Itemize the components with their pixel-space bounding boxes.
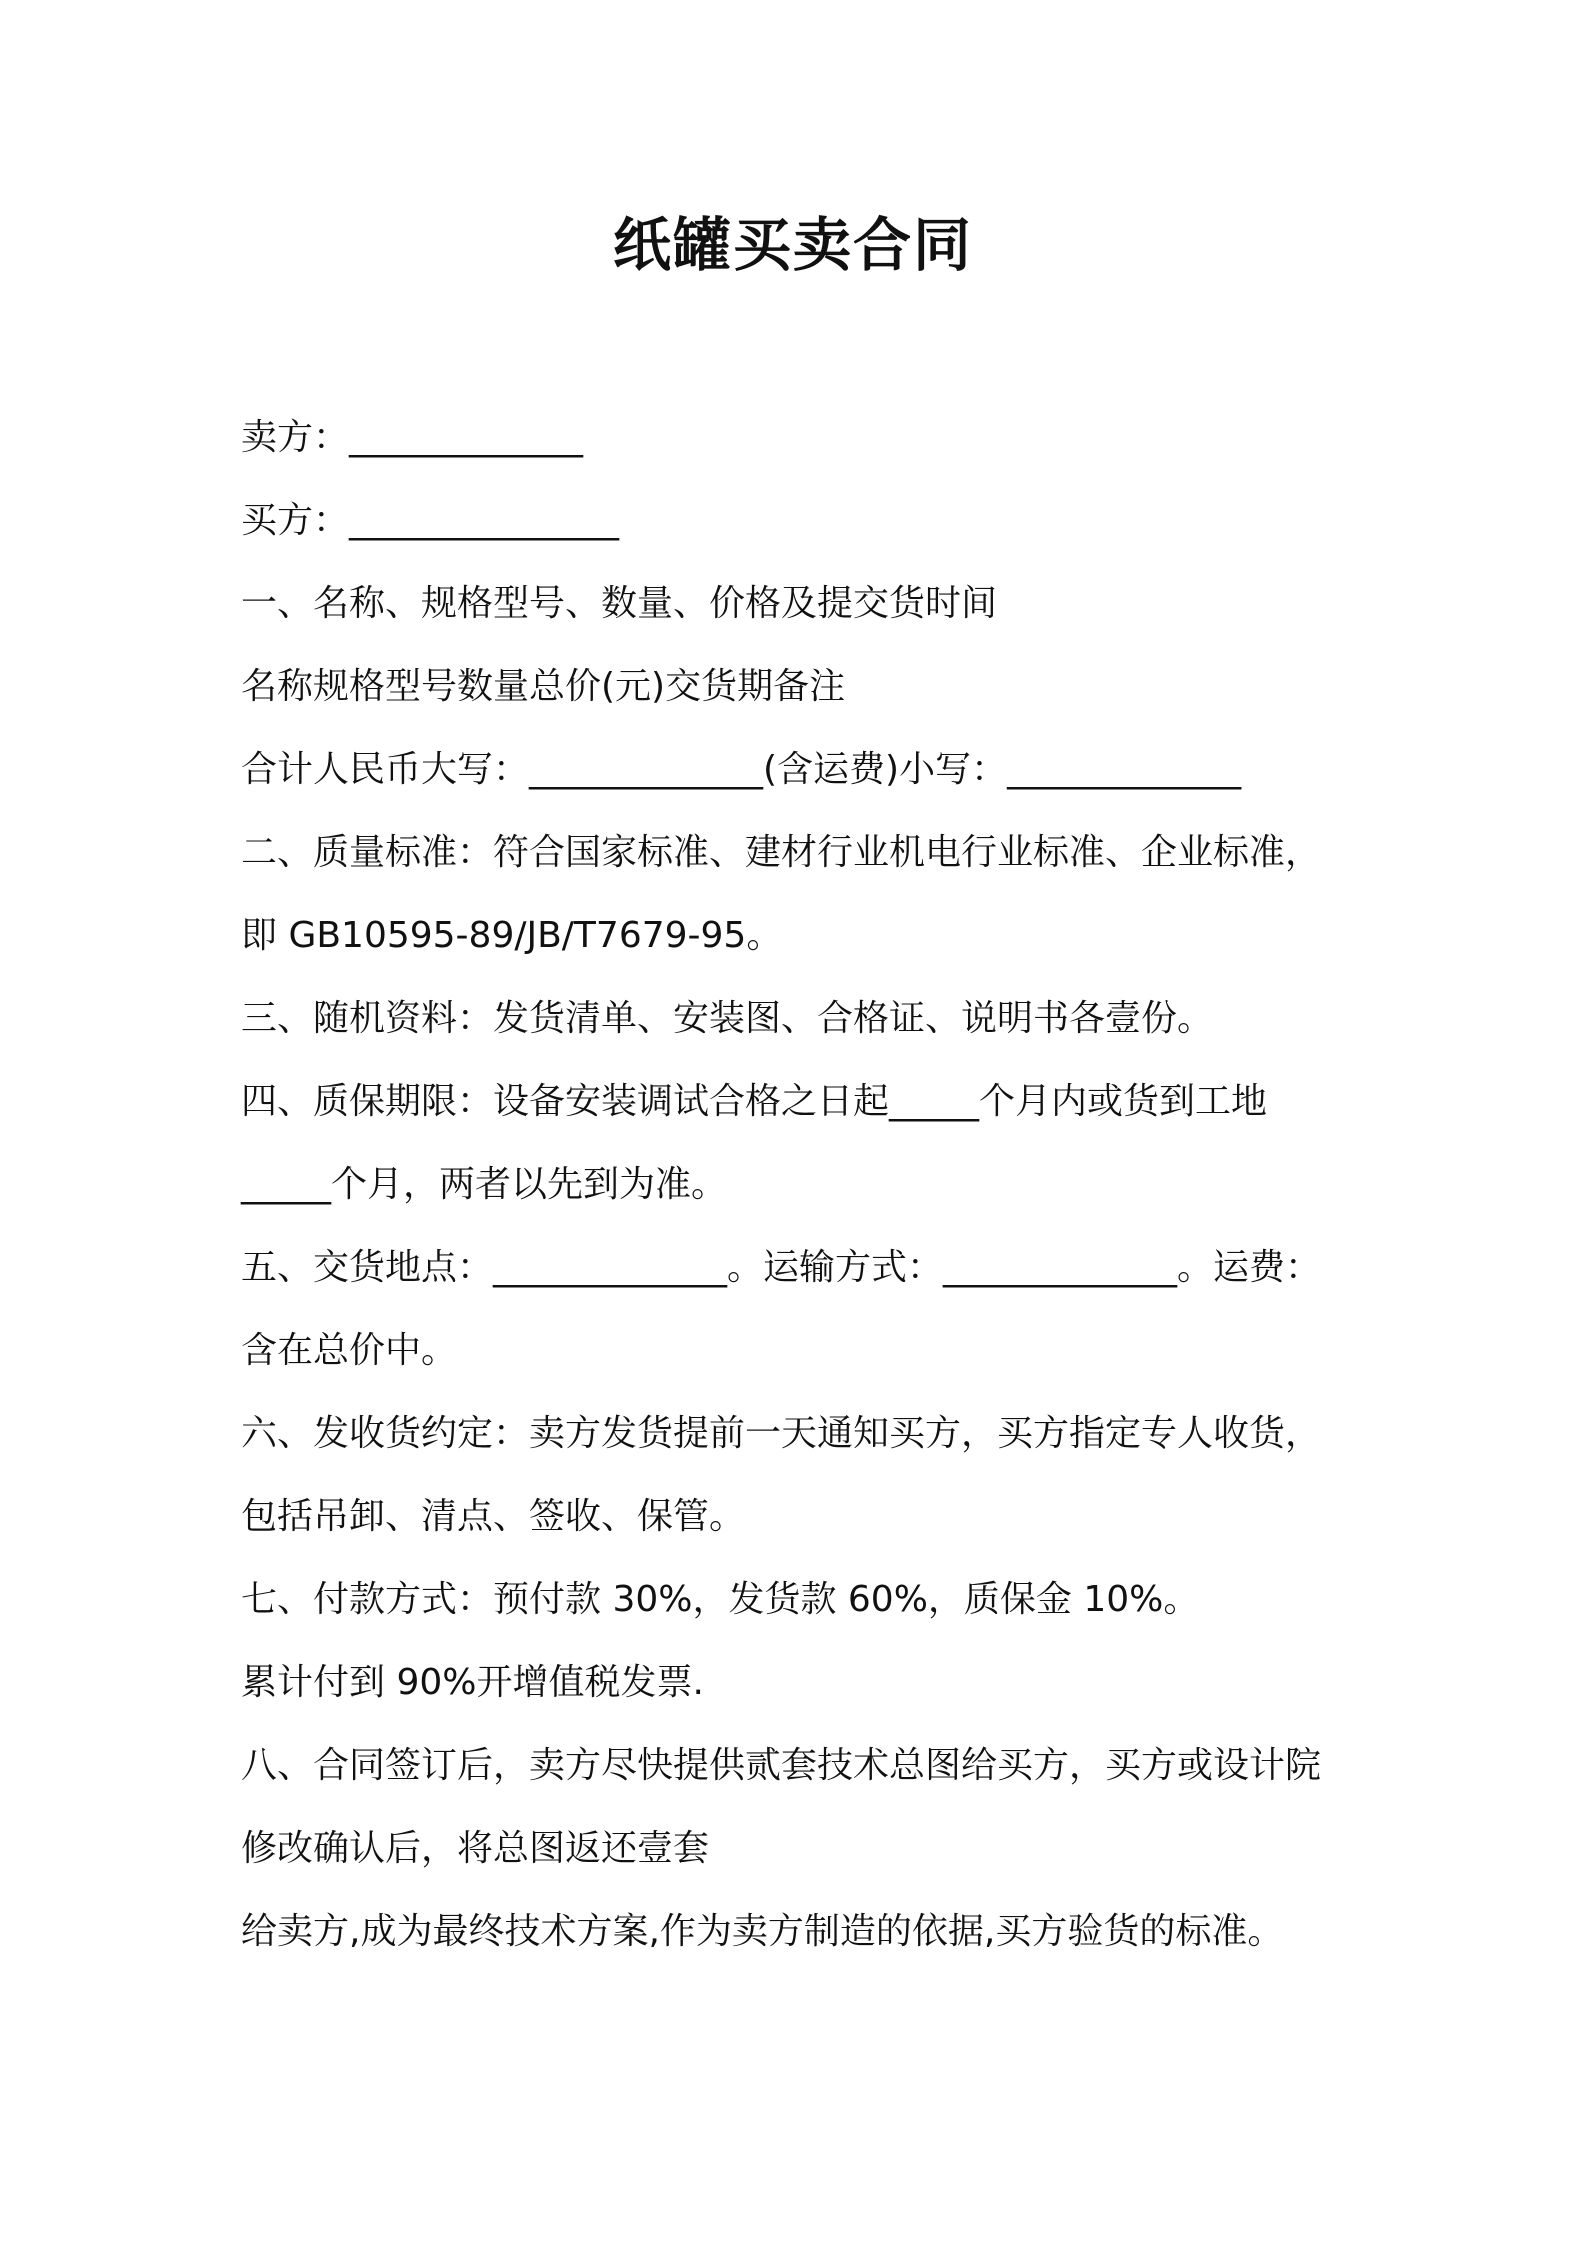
clause-3-line: 三、随机资料：发货清单、安装图、合格证、说明书各壹份。 [241,998,1214,1039]
clause-4-line-1: 四、质保期限：设备安装调试合格之日起_____个月内或货到工地 [241,1081,1268,1122]
clause-1-heading: 一、名称、规格型号、数量、价格及提交货时间 [241,583,998,624]
clause-7-line-1: 七、付款方式：预付款 30%，发货款 60%，质保金 10%。 [241,1579,1200,1620]
clause-2-line-2: 即 GB10595-89/JB/T7679-95。 [241,915,783,956]
clause-7-line-2: 累计付到 90%开增值税发票. [241,1662,704,1703]
clause-6-line-2: 包括吊卸、清点、签收、保管。 [241,1496,746,1537]
seller-line: 卖方：_____________ [241,417,584,458]
clause-6-line-1: 六、发收货约定：卖方发货提前一天通知买方，买方指定专人收货， [241,1413,1322,1454]
clause-8-line-2: 修改确认后，将总图返还壹套 [241,1828,710,1869]
clause-2-line-1: 二、质量标准：符合国家标准、建材行业机电行业标准、企业标准， [241,832,1322,873]
table-header-line: 名称规格型号数量总价(元)交货期备注 [241,666,846,707]
clause-4-line-2: _____个月，两者以先到为准。 [241,1164,728,1205]
clause-8-line-1: 八、合同签订后，卖方尽快提供贰套技术总图给买方，买方或设计院 [241,1745,1322,1786]
total-amount-line: 合计人民币大写：_____________(含运费)小写：_____________ [241,749,1242,790]
clause-8-line-3: 给卖方,成为最终技术方案,作为卖方制造的依据,买方验货的标准。 [241,1911,1284,1952]
clause-5-line-1: 五、交货地点：_____________。运输方式：_____________。运费： [241,1247,1322,1288]
document-title: 纸罐买卖合同 [612,211,973,279]
buyer-line: 买方：_______________ [241,500,620,541]
clause-5-line-2: 含在总价中。 [241,1330,458,1371]
